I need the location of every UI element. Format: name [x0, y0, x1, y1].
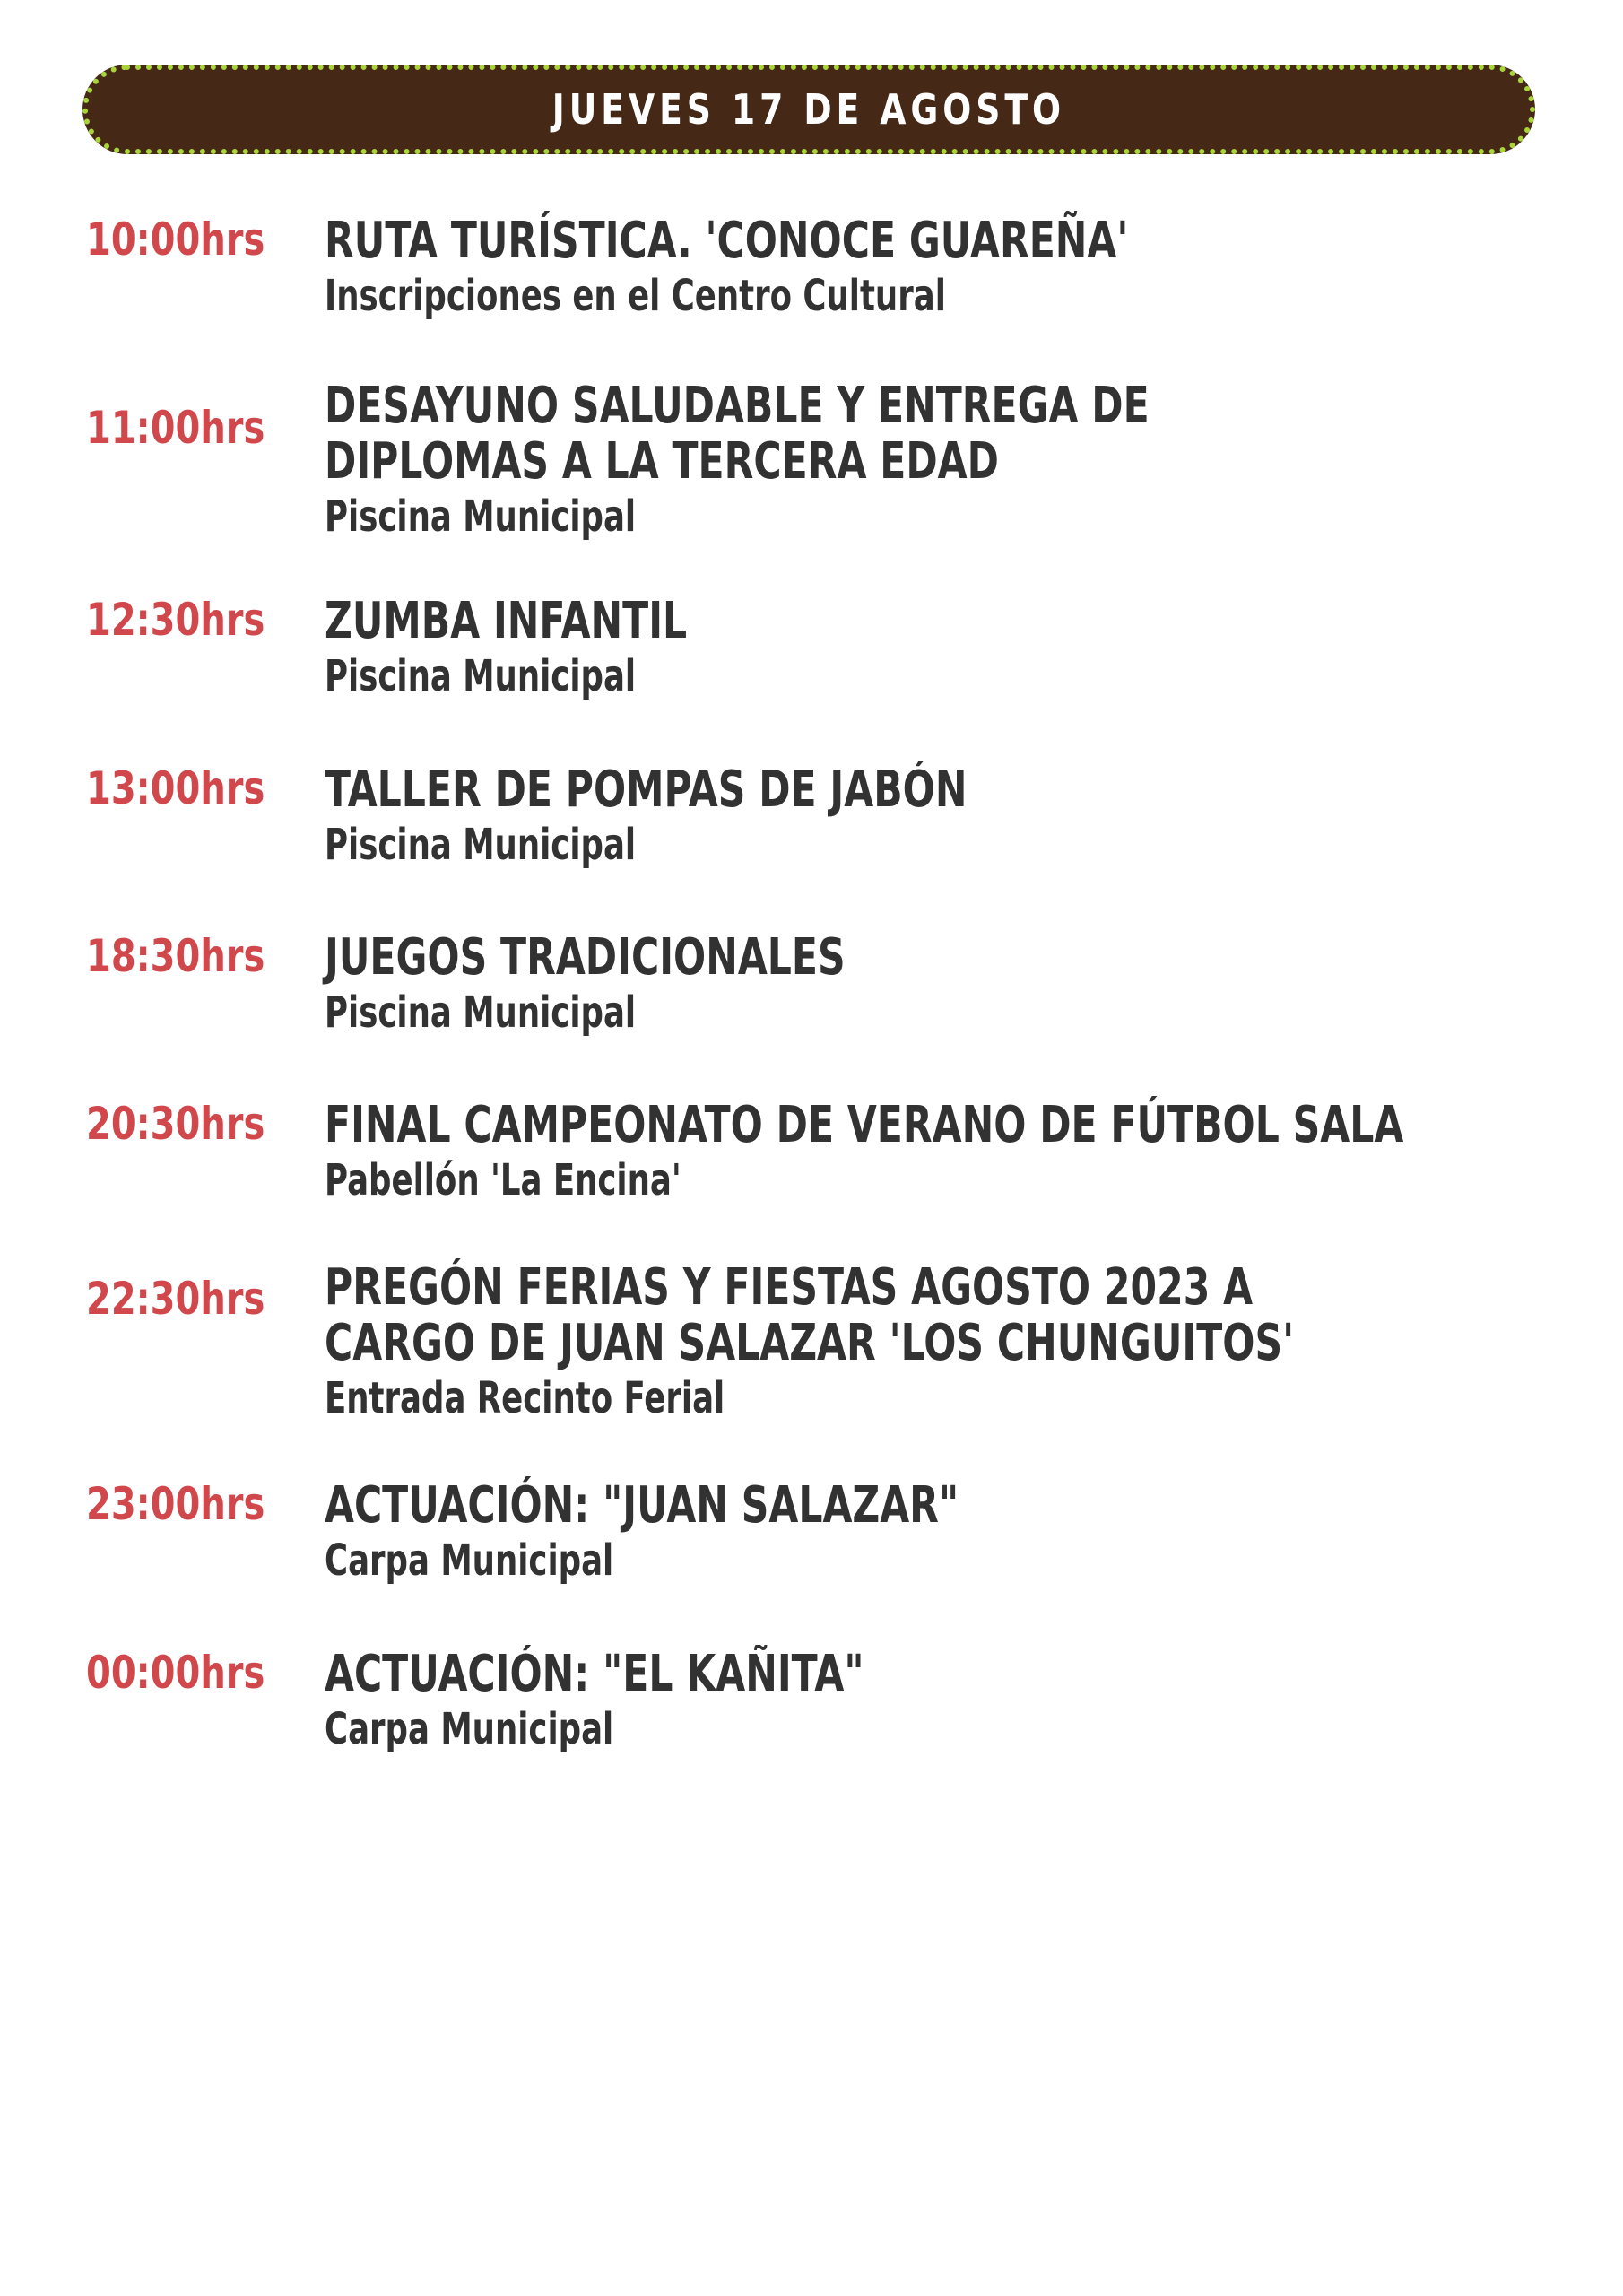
- event-title-line-2: DIPLOMAS A LA TERCERA EDAD: [325, 432, 999, 491]
- event-time: 10:00hrs: [86, 213, 265, 265]
- event-title: PREGÓN FERIAS Y FIESTAS AGOSTO 2023 A: [325, 1258, 1254, 1317]
- event-details: [325, 213, 1508, 323]
- event-title-line-2: CARGO DE JUAN SALAZAR 'LOS CHUNGUITOS': [325, 1314, 1295, 1372]
- event-location: Piscina Municipal: [325, 987, 637, 1038]
- event-title: DESAYUNO SALUDABLE Y ENTREGA DE: [325, 377, 1150, 435]
- event-title: ACTUACIÓN: "JUAN SALAZAR": [325, 1476, 959, 1535]
- event-time: 13:00hrs: [86, 762, 265, 814]
- event-location: Piscina Municipal: [325, 491, 637, 542]
- event-title: JUEGOS TRADICIONALES: [325, 928, 846, 987]
- event-time: 11:00hrs: [86, 402, 265, 454]
- event-time: 20:30hrs: [86, 1098, 265, 1150]
- event-location: Piscina Municipal: [325, 651, 637, 701]
- event-location: Inscripciones en el Centro Cultural: [325, 271, 946, 321]
- event-details: [325, 378, 1508, 544]
- event-location: Entrada Recinto Ferial: [325, 1373, 725, 1423]
- event-location: Carpa Municipal: [325, 1535, 614, 1586]
- event-details: [325, 762, 1508, 872]
- event-details: [325, 1098, 1508, 1207]
- event-location: Pabellón 'La Encina': [325, 1155, 681, 1205]
- event-details: [325, 930, 1508, 1039]
- event-location: Carpa Municipal: [325, 1704, 614, 1754]
- event-details: [325, 594, 1508, 703]
- event-title: FINAL CAMPEONATO DE VERANO DE FÚTBOL SALA: [325, 1096, 1404, 1154]
- event-title: TALLER DE POMPAS DE JABÓN: [325, 761, 968, 819]
- day-banner-title: JUEVES 17 DE AGOSTO: [551, 85, 1066, 134]
- event-title: ZUMBA INFANTIL: [325, 592, 688, 650]
- event-time: 22:30hrs: [86, 1273, 265, 1325]
- event-title: RUTA TURÍSTICA. 'CONOCE GUAREÑA': [325, 212, 1129, 270]
- event-title: ACTUACIÓN: "EL KAÑITA": [325, 1645, 864, 1703]
- event-time: 18:30hrs: [86, 930, 265, 982]
- event-location: Piscina Municipal: [325, 820, 637, 870]
- event-details: [325, 1478, 1508, 1587]
- event-details: [325, 1260, 1508, 1425]
- event-time: 23:00hrs: [86, 1478, 265, 1530]
- event-time: 12:30hrs: [86, 594, 265, 646]
- event-time: 00:00hrs: [86, 1647, 265, 1699]
- event-details: [325, 1647, 1508, 1756]
